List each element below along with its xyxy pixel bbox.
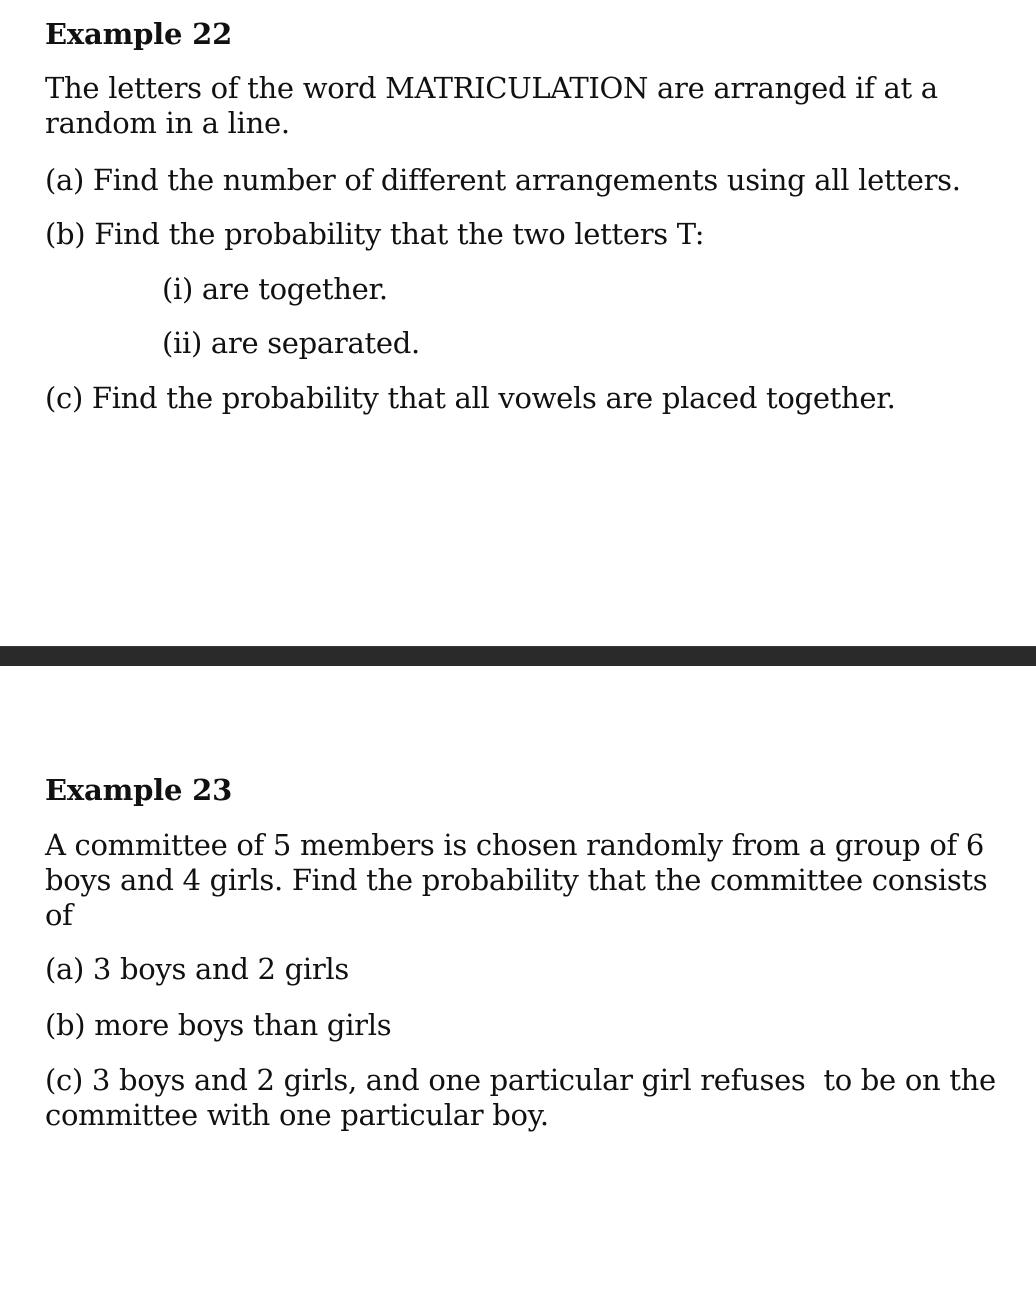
- example-22-part-c: (c) Find the probability that all vowels are placed together.: [45, 381, 896, 415]
- example-22-part-b: (b) Find the probability that the two letters T:: [45, 217, 705, 251]
- example-23-title: Example 23: [45, 773, 233, 807]
- example-23-intro: A committee of 5 members is chosen randomly from a group of 6 boys and 4 girls. Find the probability that the committee consists of: [45, 828, 988, 932]
- example-23-part-b: (b) more boys than girls: [45, 1008, 392, 1042]
- example-22-title: Example 22: [45, 17, 233, 51]
- example-23-part-a: (a) 3 boys and 2 girls: [45, 952, 349, 986]
- example-23-part-c: (c) 3 boys and 2 girls, and one particular girl refuses to be on the committee with one particular boy.: [45, 1063, 1005, 1132]
- example-22-intro: The letters of the word MATRICULATION are arranged if at a random in a line.: [45, 71, 938, 140]
- slide-divider: [0, 646, 1036, 668]
- example-22-part-b-ii: (ii) are separated.: [162, 326, 420, 360]
- example-22-part-a: (a) Find the number of different arrangements using all letters.: [45, 163, 961, 197]
- slide-example-23: [0, 666, 1036, 1292]
- example-22-part-b-i: (i) are together.: [162, 272, 388, 306]
